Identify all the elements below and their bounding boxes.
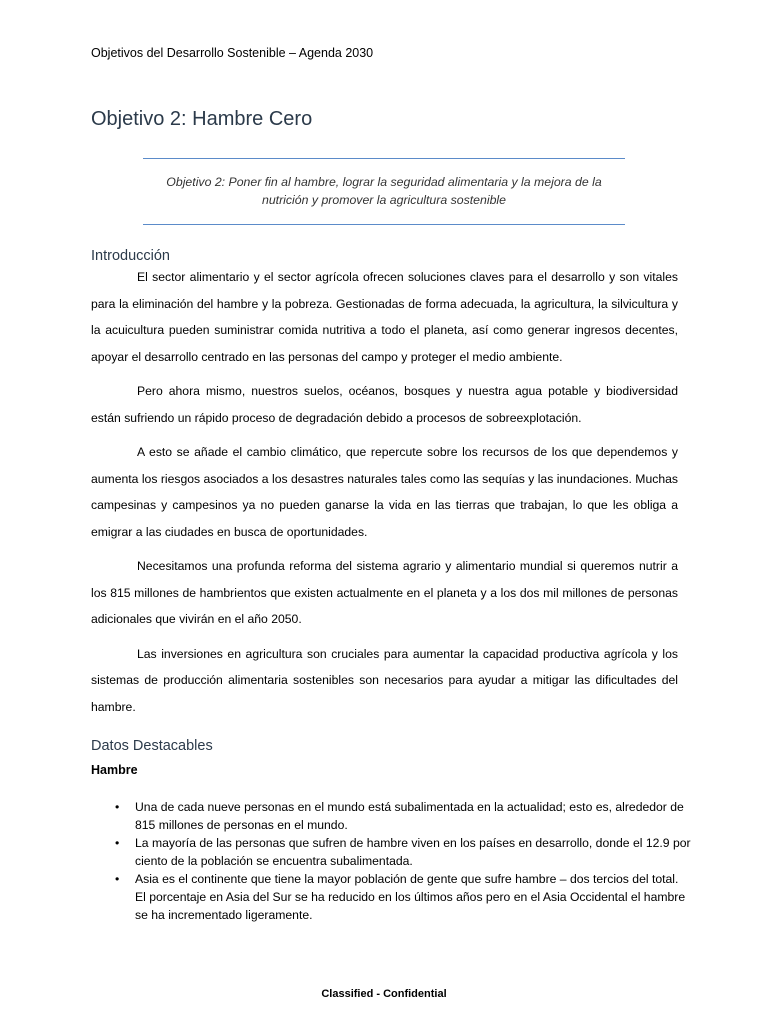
page-footer: Classified - Confidential: [321, 988, 447, 1000]
list-item: [91, 870, 691, 924]
list-item: [91, 834, 691, 870]
paragraph: Pero ahora mismo, nuestros suelos, océanos, bosques y nuestra agua potable y biodiversidad están sufriendo un rápido proceso de degradación debido a procesos de sobreexplotación.: [91, 384, 678, 425]
subheading-hambre: Hambre: [91, 763, 138, 777]
page-title: Objetivo 2: Hambre Cero: [91, 108, 313, 130]
quote-text: [143, 173, 625, 209]
bullet-icon: •: [115, 800, 120, 814]
list-item-text: Una de cada nueve personas en el mundo está subalimentada en la actualidad; esto es, alrededor de 815 millones de personas en el mundo.: [135, 800, 684, 832]
running-header: Objetivos del Desarrollo Sostenible – Agenda 2030: [91, 46, 374, 60]
bullet-icon: •: [115, 872, 120, 886]
paragraph: Necesitamos una profunda reforma del sistema agrario y alimentario mundial si queremos nutrir a los 815 millones de hambrientos que existen actualmente en el planeta y a los dos mil millones de personas adicionales que vivirán en el año 2050.: [91, 559, 678, 626]
section-heading-datos: Datos Destacables: [91, 738, 213, 754]
list-item-text: Asia es el continente que tiene la mayor población de gente que sufre hambre – dos tercios del total. El porcentaje en Asia del Sur se ha reducido en los últimos años pero en el Asia Occidental el hambre se ha incrementado ligeramente.: [135, 872, 686, 922]
paragraph: A esto se añade el cambio climático, que repercute sobre los recursos de los que dependemos y aumenta los riesgos asociados a los desastres naturales tales como las sequías y las inundaciones. Muchas campesinas y campesinos ya no pueden ganarse la vida en las tierras que trabajan, lo que les obliga a emigrar a las ciudades en busca de oportunidades.: [91, 445, 678, 539]
intense-quote: [143, 158, 625, 225]
paragraph: El sector alimentario y el sector agrícola ofrecen soluciones claves para el desarrollo y son vitales para la eliminación del hambre y la pobreza. Gestionadas de forma adecuada, la agricultura, la silvicultura y la acuicultura pueden suministrar comida nutritiva a todo el planeta, así como generar ingresos decentes, apoyar el desarrollo centrado en las personas del campo y proteger el medio ambiente.: [91, 270, 678, 364]
paragraph: Las inversiones en agricultura son cruciales para aumentar la capacidad productiva agrícola y los sistemas de producción alimentaria sostenibles son necesarios para ayudar a mitigar las dificultades del hambre.: [91, 646, 678, 714]
intro-body: [91, 264, 678, 720]
list-item-text: La mayoría de las personas que sufren de hambre viven en los países en desarrollo, donde el 12.9 por ciento de la población se encuentra subalimentada.: [135, 836, 691, 868]
section-heading-introduccion: Introducción: [91, 248, 170, 264]
list-item: [91, 798, 691, 834]
quote-line: Objetivo 2: Poner fin al hambre, lograr la seguridad alimentaria y la mejora de la: [166, 175, 602, 189]
quote-line: nutrición y promover la agricultura sostenible: [261, 193, 506, 207]
bullet-icon: •: [115, 836, 120, 850]
facts-list: [91, 798, 691, 924]
